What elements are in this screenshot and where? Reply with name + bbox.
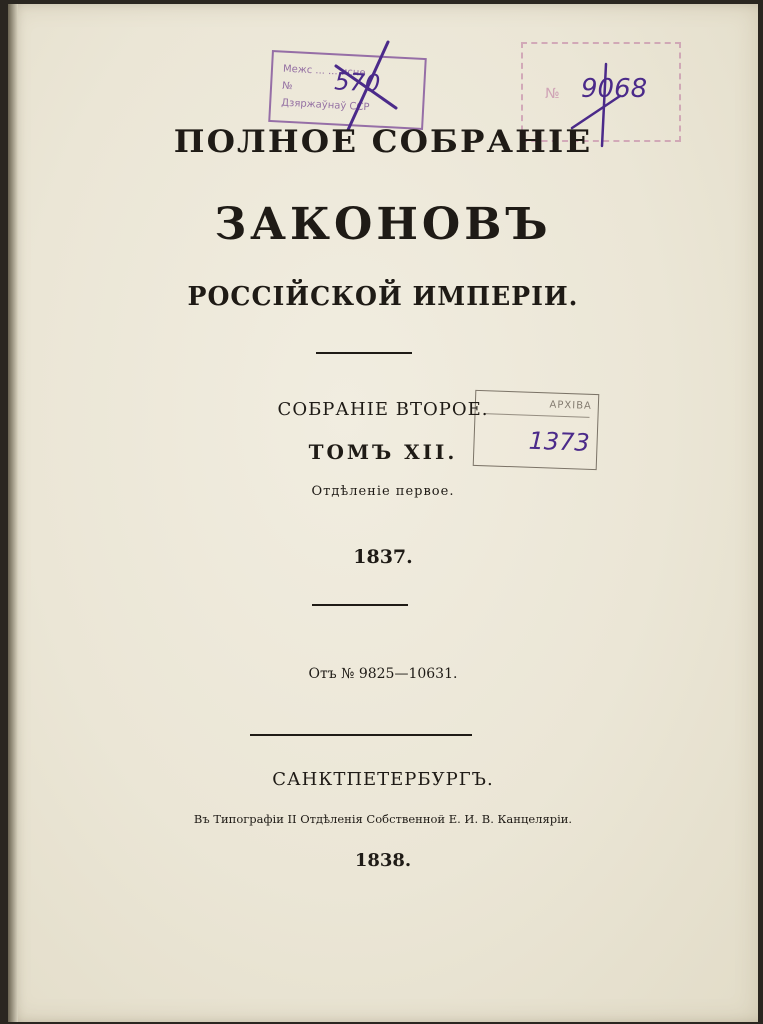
stamp-label: АРХІВА: [549, 399, 593, 412]
stamp-text-line: Дзяржаўнаў ССР: [280, 97, 370, 114]
handwritten-number: 1373: [528, 426, 591, 457]
section-label: Отдѣленіе первое.: [311, 484, 455, 499]
imprint-city: САНКТПЕТЕРБУРГЪ.: [272, 769, 494, 790]
title-line-2: ЗАКОНОВЪ: [214, 199, 552, 250]
volume-year: 1837.: [353, 546, 413, 568]
divider-rule: [316, 352, 412, 354]
stamp-text-line: №: [281, 80, 293, 93]
divider-rule: [250, 734, 472, 736]
collection-label: СОБРАНІЕ ВТОРОЕ.: [277, 399, 489, 420]
imprint-year: 1838.: [354, 850, 412, 871]
divider-rule: [312, 604, 408, 606]
document-page: [8, 4, 758, 1022]
title-line-1: ПОЛНОЕ СОБРАНІЕ: [173, 124, 593, 160]
handwritten-number: 570: [333, 67, 381, 98]
title-line-3: РОССІЙСКОЙ ИМПЕРІИ.: [187, 282, 579, 312]
imprint-printer: Въ Типографіи II Отдѣленія Собственной Е. И. В. Канцеляріи.: [193, 812, 573, 826]
tome-label: ТОМЪ XII.: [308, 440, 458, 464]
stamp-text-line: Межс ... ... исне: [282, 63, 366, 79]
law-number-range: Отъ № 9825—10631.: [308, 666, 458, 682]
handwritten-number: 9068: [581, 74, 648, 104]
stamp-number-label: №: [545, 86, 560, 102]
cross-out-mark: [326, 38, 406, 138]
